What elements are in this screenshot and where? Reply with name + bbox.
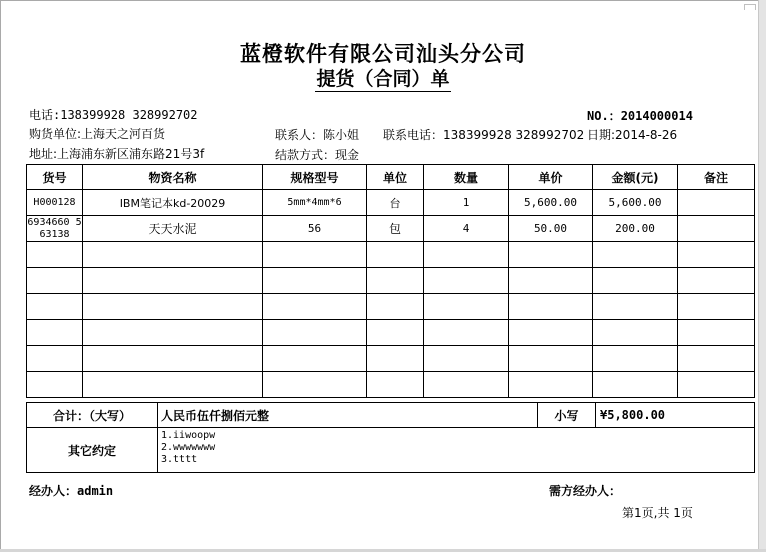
header-unit: 单位 (367, 165, 424, 190)
header-remark: 备注 (678, 165, 755, 190)
total-row (27, 403, 755, 428)
payment-line: 结款方式：现金 (275, 148, 360, 162)
cell-name: IBM笔记本kd-20029 (83, 190, 263, 216)
date-line: 日期:2014-8-26 (587, 128, 678, 142)
empty-row (27, 346, 755, 372)
document-title-text: 提货（合同）单 (316, 68, 450, 90)
empty-row (27, 294, 755, 320)
page-corner-marks (744, 4, 756, 11)
notes-row (27, 428, 755, 473)
contact-line: 联系人：陈小姐 (275, 128, 360, 142)
empty-row (27, 320, 755, 346)
order-number-value: 2014000014 (620, 109, 693, 123)
items-table (26, 164, 755, 398)
cell-item-no: H000128 (27, 190, 83, 216)
note-line: 3.tttt (161, 454, 198, 465)
document-title (0, 64, 766, 91)
header-name: 物资名称 (83, 165, 263, 190)
header-amount: 金额(元) (593, 165, 678, 190)
empty-row (27, 268, 755, 294)
order-number (587, 107, 693, 124)
page-indicator: 第1页,共 1页 (622, 506, 693, 520)
table-row (27, 216, 755, 242)
total-lower-amount: ¥5,800.00 (596, 403, 755, 428)
cell-spec: 5mm*4mm*6 (263, 190, 367, 216)
cell-price: 5,600.00 (509, 190, 593, 216)
notes-label: 其它约定 (27, 428, 158, 473)
total-lower-label: 小写 (538, 403, 596, 428)
total-label: 合计：（大写） (27, 403, 158, 428)
cell-spec: 56 (263, 216, 367, 242)
empty-row (27, 372, 755, 398)
header-item-no: 货号 (27, 165, 83, 190)
summary-table (26, 402, 755, 473)
table-row (27, 190, 755, 216)
total-upper-amount: 人民币伍仟捌佰元整 (158, 403, 538, 428)
note-line: 2.wwwwwww (161, 442, 216, 453)
header-price: 单价 (509, 165, 593, 190)
handler: 经办人：admin (29, 484, 114, 498)
table-header-row (27, 165, 755, 190)
cell-item-no: 6934660 563138 (27, 216, 82, 240)
cell-amount: 5,600.00 (593, 190, 678, 216)
cell-qty: 1 (424, 190, 509, 216)
buyer-line: 购货单位:上海天之河百货 (29, 127, 166, 141)
cell-name: 天天水泥 (83, 216, 263, 242)
empty-row (27, 242, 755, 268)
order-number-label: NO.： (587, 109, 621, 123)
cell-amount: 200.00 (593, 216, 678, 242)
header-spec: 规格型号 (263, 165, 367, 190)
header-qty: 数量 (424, 165, 509, 190)
cell-unit: 包 (367, 216, 424, 242)
cell-unit: 台 (367, 190, 424, 216)
buyer-handler: 需方经办人： (549, 484, 622, 498)
cell-remark (678, 190, 755, 216)
cell-remark (678, 216, 755, 242)
cell-qty: 4 (424, 216, 509, 242)
cell-price: 50.00 (509, 216, 593, 242)
contact-phone-line: 联系电话：138399928 328992702 (383, 128, 585, 142)
phone-line: 电话:138399928 328992702 (29, 108, 198, 122)
notes-content (158, 428, 755, 473)
company-name: 蓝橙软件有限公司汕头分公司 (240, 42, 526, 66)
address-line: 地址:上海浦东新区浦东路21号3f (29, 147, 205, 161)
note-line: 1.iiwoopw (161, 430, 216, 441)
